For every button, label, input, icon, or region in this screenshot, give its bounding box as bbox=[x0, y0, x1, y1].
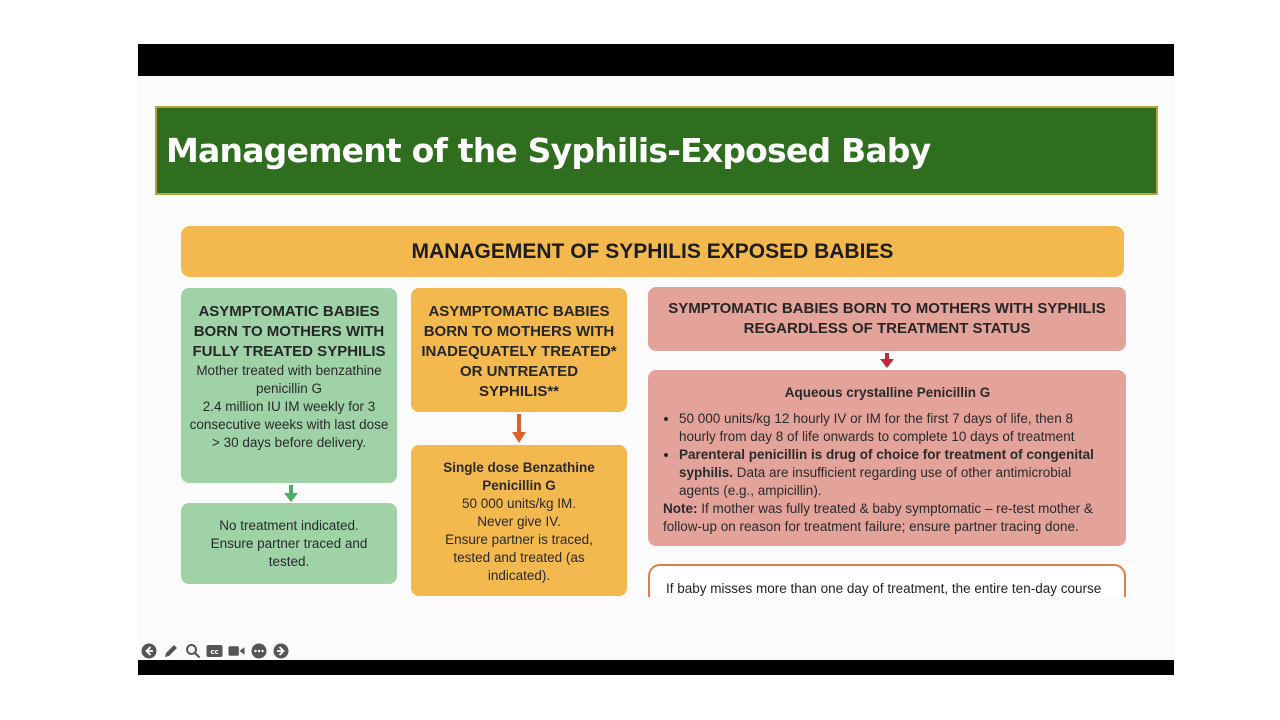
no-treatment-box bbox=[181, 503, 397, 584]
orange-down-arrow-icon bbox=[509, 413, 529, 445]
dosing-bullet: • 50 000 units/kg 12 hourly IV or IM for the first 7 days of life, then 8 hourly from day 8 of life onwards to complete 10 days of treatment bbox=[679, 410, 1112, 446]
symptomatic-box bbox=[648, 287, 1126, 351]
benzathine-dose: 50 000 units/kg IM. bbox=[461, 496, 577, 511]
fully-treated-heading: ASYMPTOMATIC BABIES BORN TO MOTHERS WITH FULLY TREATED SYPHILIS bbox=[192, 303, 386, 360]
benzathine-title: Single dose Benzathine Penicillin G bbox=[443, 460, 595, 493]
arrow-right-icon[interactable] bbox=[272, 643, 289, 660]
bottom-letterbox-bar bbox=[138, 660, 1174, 675]
benzathine-box bbox=[411, 445, 627, 596]
penicillin-g-list bbox=[663, 410, 1112, 500]
note-text: If mother was fully treated & baby symptomatic – re-test mother & follow-up on reason for treatment failure; ensure partner tracing done. bbox=[663, 501, 1093, 534]
fully-treated-box bbox=[181, 288, 397, 483]
penicillin-g-title: Aqueous crystalline Penicillin G bbox=[784, 385, 991, 400]
fully-treated-line2: 2.4 million IU IM weekly for 3 consecutive weeks with last dose > 30 days before delivery. bbox=[189, 399, 389, 450]
missed-dose-text: If baby misses more than one day of treatment, the entire ten-day course bbox=[666, 581, 1102, 596]
slide-title-bar bbox=[155, 106, 1158, 195]
green-down-arrow-icon bbox=[281, 484, 301, 504]
svg-text:cc: cc bbox=[210, 648, 219, 656]
drug-of-choice-rest: Data are insufficient regarding use of other antimicrobial agents (e.g., ampicillin). bbox=[679, 465, 1072, 498]
note-paragraph bbox=[663, 500, 1112, 536]
more-icon[interactable] bbox=[250, 643, 267, 660]
top-letterbox-bar bbox=[138, 44, 1174, 76]
drug-of-choice-bullet bbox=[679, 446, 1112, 500]
slide-title: Management of the Syphilis-Exposed Baby bbox=[166, 131, 931, 170]
inadequately-treated-heading: ASYMPTOMATIC BABIES BORN TO MOTHERS WITH INADEQUATELY TREATED* OR UNTREATED SYPHILIS** bbox=[421, 303, 617, 400]
symptomatic-heading: SYMPTOMATIC BABIES BORN TO MOTHERS WITH SYPHILIS REGARDLESS OF TREATMENT STATUS bbox=[668, 300, 1106, 337]
magnifier-icon[interactable] bbox=[184, 643, 201, 660]
section-header: MANAGEMENT OF SYPHILIS EXPOSED BABIES bbox=[181, 226, 1124, 277]
captions-icon[interactable] bbox=[206, 643, 223, 660]
note-label: Note: bbox=[663, 501, 698, 516]
benzathine-partner: Ensure partner is traced, tested and treated (as indicated). bbox=[445, 532, 593, 583]
pen-icon[interactable] bbox=[162, 643, 179, 660]
red-down-arrow-icon bbox=[877, 352, 897, 370]
inadequately-treated-box bbox=[411, 288, 627, 412]
slide-bottom-area bbox=[138, 597, 1174, 642]
no-treatment-text: No treatment indicated. Ensure partner traced and tested. bbox=[210, 518, 368, 569]
benzathine-warning: Never give IV. bbox=[477, 514, 561, 529]
penicillin-g-box bbox=[648, 370, 1126, 546]
presentation-toolbar bbox=[140, 642, 289, 660]
drug-of-choice-bold: Parenteral penicillin is drug of choice for treatment of congenital syphilis. bbox=[679, 447, 1094, 480]
fully-treated-line1: Mother treated with benzathine penicillin G bbox=[196, 363, 382, 396]
arrow-left-icon[interactable] bbox=[140, 643, 157, 660]
video-camera-icon[interactable] bbox=[228, 643, 245, 660]
